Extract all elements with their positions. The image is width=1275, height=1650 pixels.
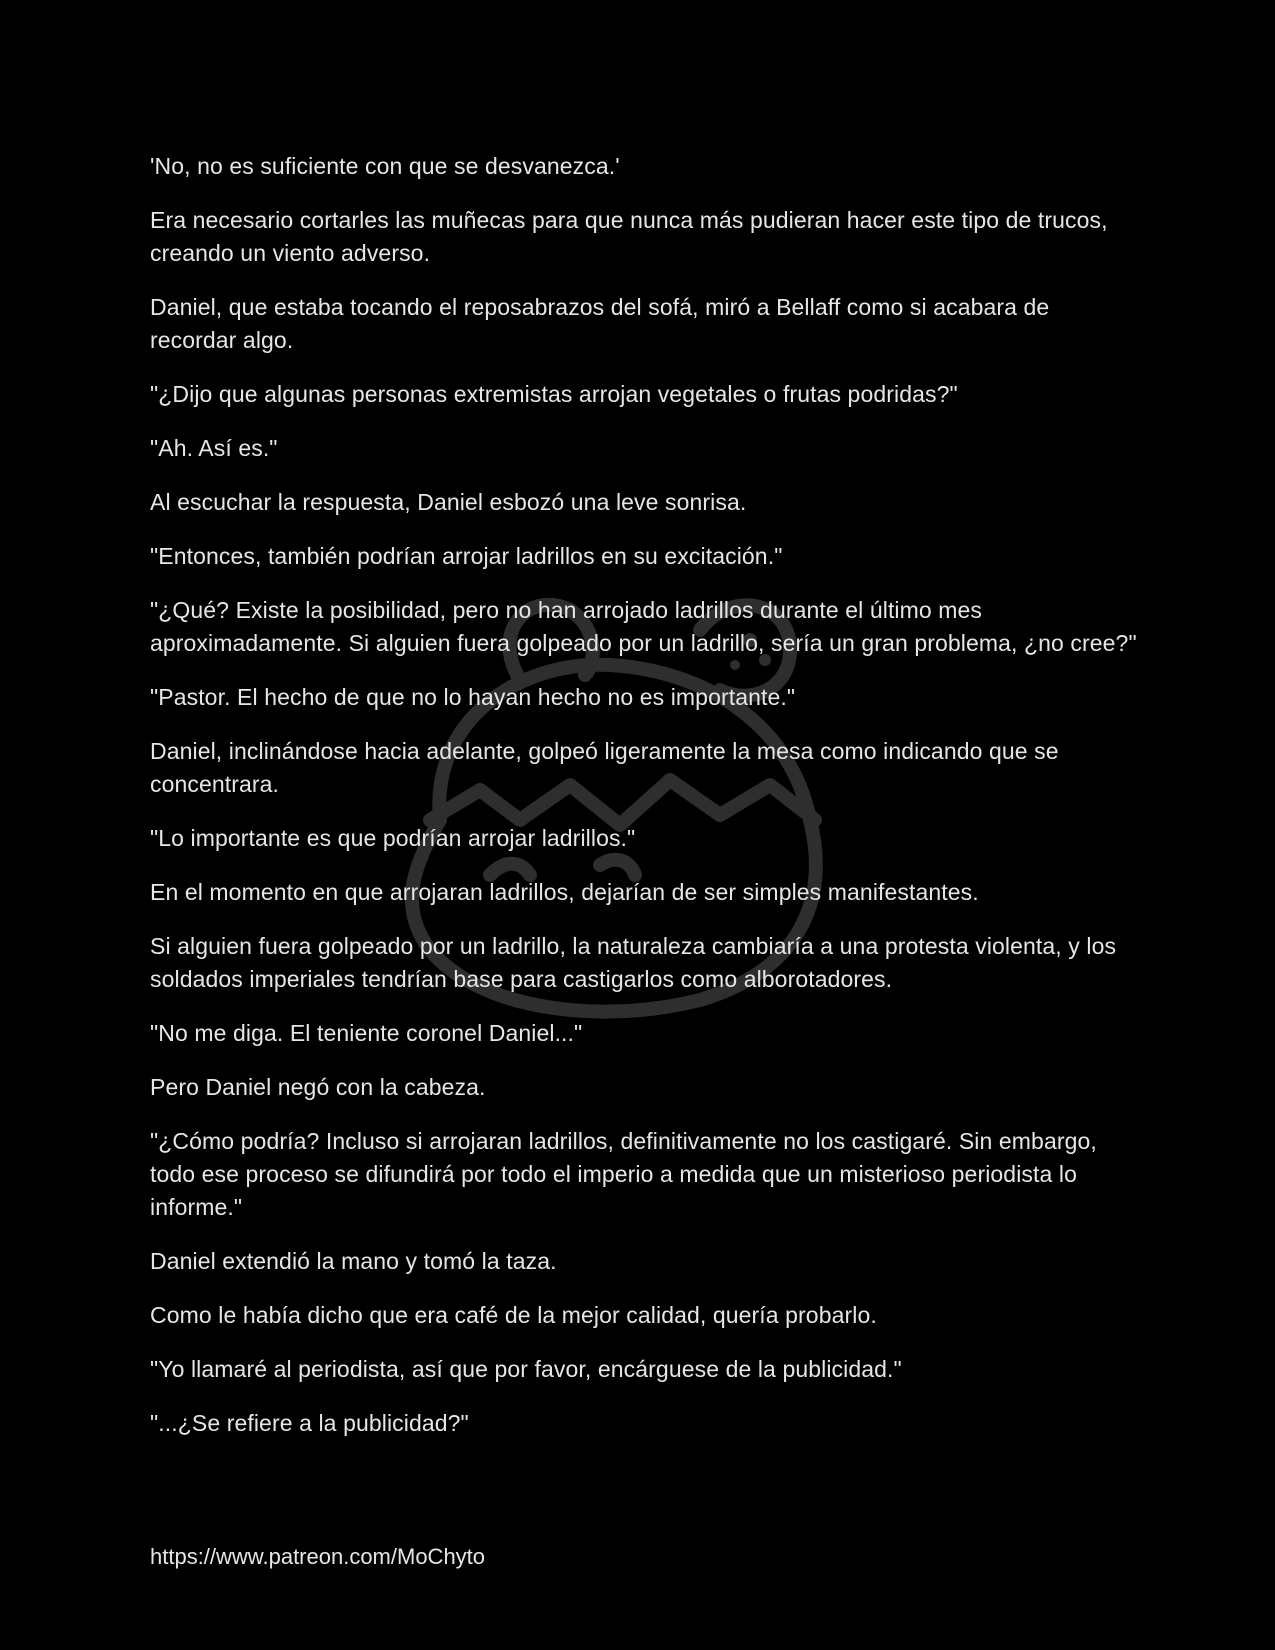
paragraph: En el momento en que arrojaran ladrillos, dejarían de ser simples manifestantes. bbox=[150, 879, 979, 905]
paragraph: "Lo importante es que podrían arrojar ladrillos." bbox=[150, 825, 636, 851]
paragraph: "Ah. Así es." bbox=[150, 435, 278, 461]
story-text bbox=[150, 150, 1140, 1461]
paragraph: "¿Cómo podría? Incluso si arrojaran ladrillos, definitivamente no los castigaré. Sin embargo, todo ese proceso se difundirá por todo el imperio a medida que un misterioso periodista lo informe." bbox=[150, 1128, 1097, 1220]
paragraph: Daniel, que estaba tocando el reposabrazos del sofá, miró a Bellaff como si acabara de recordar algo. bbox=[150, 294, 1050, 353]
paragraph: "Pastor. El hecho de que no lo hayan hecho no es importante." bbox=[150, 684, 796, 710]
paragraph: "¿Dijo que algunas personas extremistas arrojan vegetales o frutas podridas?" bbox=[150, 381, 958, 407]
paragraph: "Yo llamaré al periodista, así que por favor, encárguese de la publicidad." bbox=[150, 1356, 902, 1382]
paragraph: "No me diga. El teniente coronel Daniel..." bbox=[150, 1020, 583, 1046]
patreon-link[interactable]: https://www.patreon.com/MoChyto bbox=[150, 1544, 486, 1569]
paragraph: "...¿Se refiere a la publicidad?" bbox=[150, 1410, 469, 1436]
paragraph: Si alguien fuera golpeado por un ladrillo, la naturaleza cambiaría a una protesta violenta, y los soldados imperiales tendrían base para castigarlos como alborotadores. bbox=[150, 933, 1117, 992]
paragraph: Daniel extendió la mano y tomó la taza. bbox=[150, 1248, 557, 1274]
paragraph: 'No, no es suficiente con que se desvanezca.' bbox=[150, 153, 620, 179]
paragraph: "¿Qué? Existe la posibilidad, pero no han arrojado ladrillos durante el último mes aproximadamente. Si alguien fuera golpeado por un ladrillo, sería un gran problema, ¿no cree?" bbox=[150, 597, 1137, 656]
paragraph: Como le había dicho que era café de la mejor calidad, quería probarlo. bbox=[150, 1302, 877, 1328]
paragraph: Daniel, inclinándose hacia adelante, golpeó ligeramente la mesa como indicando que se concentrara. bbox=[150, 738, 1059, 797]
paragraph: Era necesario cortarles las muñecas para que nunca más pudieran hacer este tipo de trucos, creando un viento adverso. bbox=[150, 207, 1108, 266]
paragraph: Pero Daniel negó con la cabeza. bbox=[150, 1074, 486, 1100]
paragraph: "Entonces, también podrían arrojar ladrillos en su excitación." bbox=[150, 543, 783, 569]
paragraph: Al escuchar la respuesta, Daniel esbozó una leve sonrisa. bbox=[150, 489, 747, 515]
